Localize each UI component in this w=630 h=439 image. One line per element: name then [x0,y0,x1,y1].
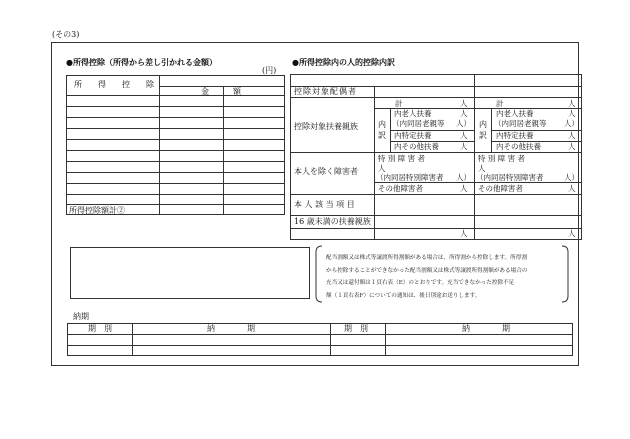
mid-under16-unit: 人 [460,229,468,238]
mid-special-disabled: 特 別 障 害 者 [378,154,426,163]
col-header-amount: 金 額 [201,87,241,96]
payment-col-period-2: 期 別 [344,324,368,333]
right-cohabit-special-unit: 人） [564,173,579,182]
mid-wake: 訳 [378,131,386,140]
label-disabled-excluding-self: 本人を除く障害者 [294,167,358,176]
mid-elderly: 内老人扶養 [394,109,432,118]
mid-total-unit: 人 [460,99,468,108]
notice-line-4: 額（１頁右表F）についての通知は、後日別途お送りします。 [326,292,481,299]
right-total-unit: 人 [568,99,576,108]
mid-other-disabled: その他障害者 [378,184,423,193]
right-other-disabled-unit: 人 [568,184,576,193]
mid-cohabit-special-unit: 人） [456,173,471,182]
page-marker: (その3) [52,30,80,39]
personal-deduction-title: ●所得控除内の人的控除内訳 [292,57,395,67]
notice-line-3: 充当又は還付額は１頁右表（E）のとおりです。充当できなかった控除不足 [326,280,515,286]
right-other-disabled: その他障害者 [478,184,523,193]
right-elderly-unit: 人 [568,109,576,118]
right-specific-unit: 人 [568,131,576,140]
label-spouse: 控除対象配偶者 [294,87,357,96]
right-wake: 訳 [479,131,487,140]
right-other-dep: 内その他扶養 [496,142,541,151]
notice-line-1: 配当割額又は株式等譲渡所得割額がある場合は、所得割から控除します。所得割 [326,255,527,261]
mid-specific-unit: 人 [460,131,468,140]
mid-other-dep-unit: 人 [460,142,468,151]
mid-uchi: 内 [378,120,386,129]
notice-text [326,252,527,302]
blank-box [70,247,310,299]
payment-col-due-2: 納 期 [462,324,510,333]
payment-title: 納期 [73,312,89,321]
label-under16: 16 歳未満の扶養親族 [294,217,371,226]
mid-cohabit-elderly: （内同居老親等 [392,119,445,128]
right-cohabit-elderly: （内同居老親等 [494,119,547,128]
total-label: 所得控除額計② [69,206,125,215]
right-cohabit-elderly-unit: 人） [564,119,579,128]
mid-specific: 内特定扶養 [394,131,432,140]
col-header-item: 所 得 控 除 [74,80,154,89]
income-deduction-title: ●所得控除（所得から差し引かれる金額） [66,57,217,67]
mid-other-dep: 内その他扶養 [394,142,439,151]
right-under16-unit: 人 [568,229,576,238]
right-elderly: 内老人扶養 [496,109,534,118]
mid-elderly-unit: 人 [460,109,468,118]
mid-other-disabled-unit: 人 [460,184,468,193]
mid-cohabit-special: （内同居特別障害者 [376,173,444,182]
right-specific: 内特定扶養 [496,131,534,140]
right-total: 計 [496,99,504,108]
label-self-applicable: 本 人 該 当 項 目 [294,200,355,209]
unit-yen: (円) [262,66,277,75]
label-dependents: 控除対象扶養親族 [294,122,358,131]
right-other-dep-unit: 人 [568,142,576,151]
right-special-disabled: 特 別 障 害 者 [478,154,526,163]
mid-cohabit-elderly-unit: 人） [456,119,471,128]
payment-col-due-1: 納 期 [207,324,255,333]
notice-line-2: から控除することができなかった配当割額又は株式等譲渡所得割額がある場合の [326,267,528,274]
right-uchi: 内 [479,120,487,129]
payment-col-period-1: 期 別 [88,324,112,333]
mid-special-disabled-unit: 人 [378,164,386,173]
right-cohabit-special: （内同居特別障害者 [476,173,544,182]
right-special-disabled-unit: 人 [478,164,486,173]
mid-total: 計 [395,99,403,108]
